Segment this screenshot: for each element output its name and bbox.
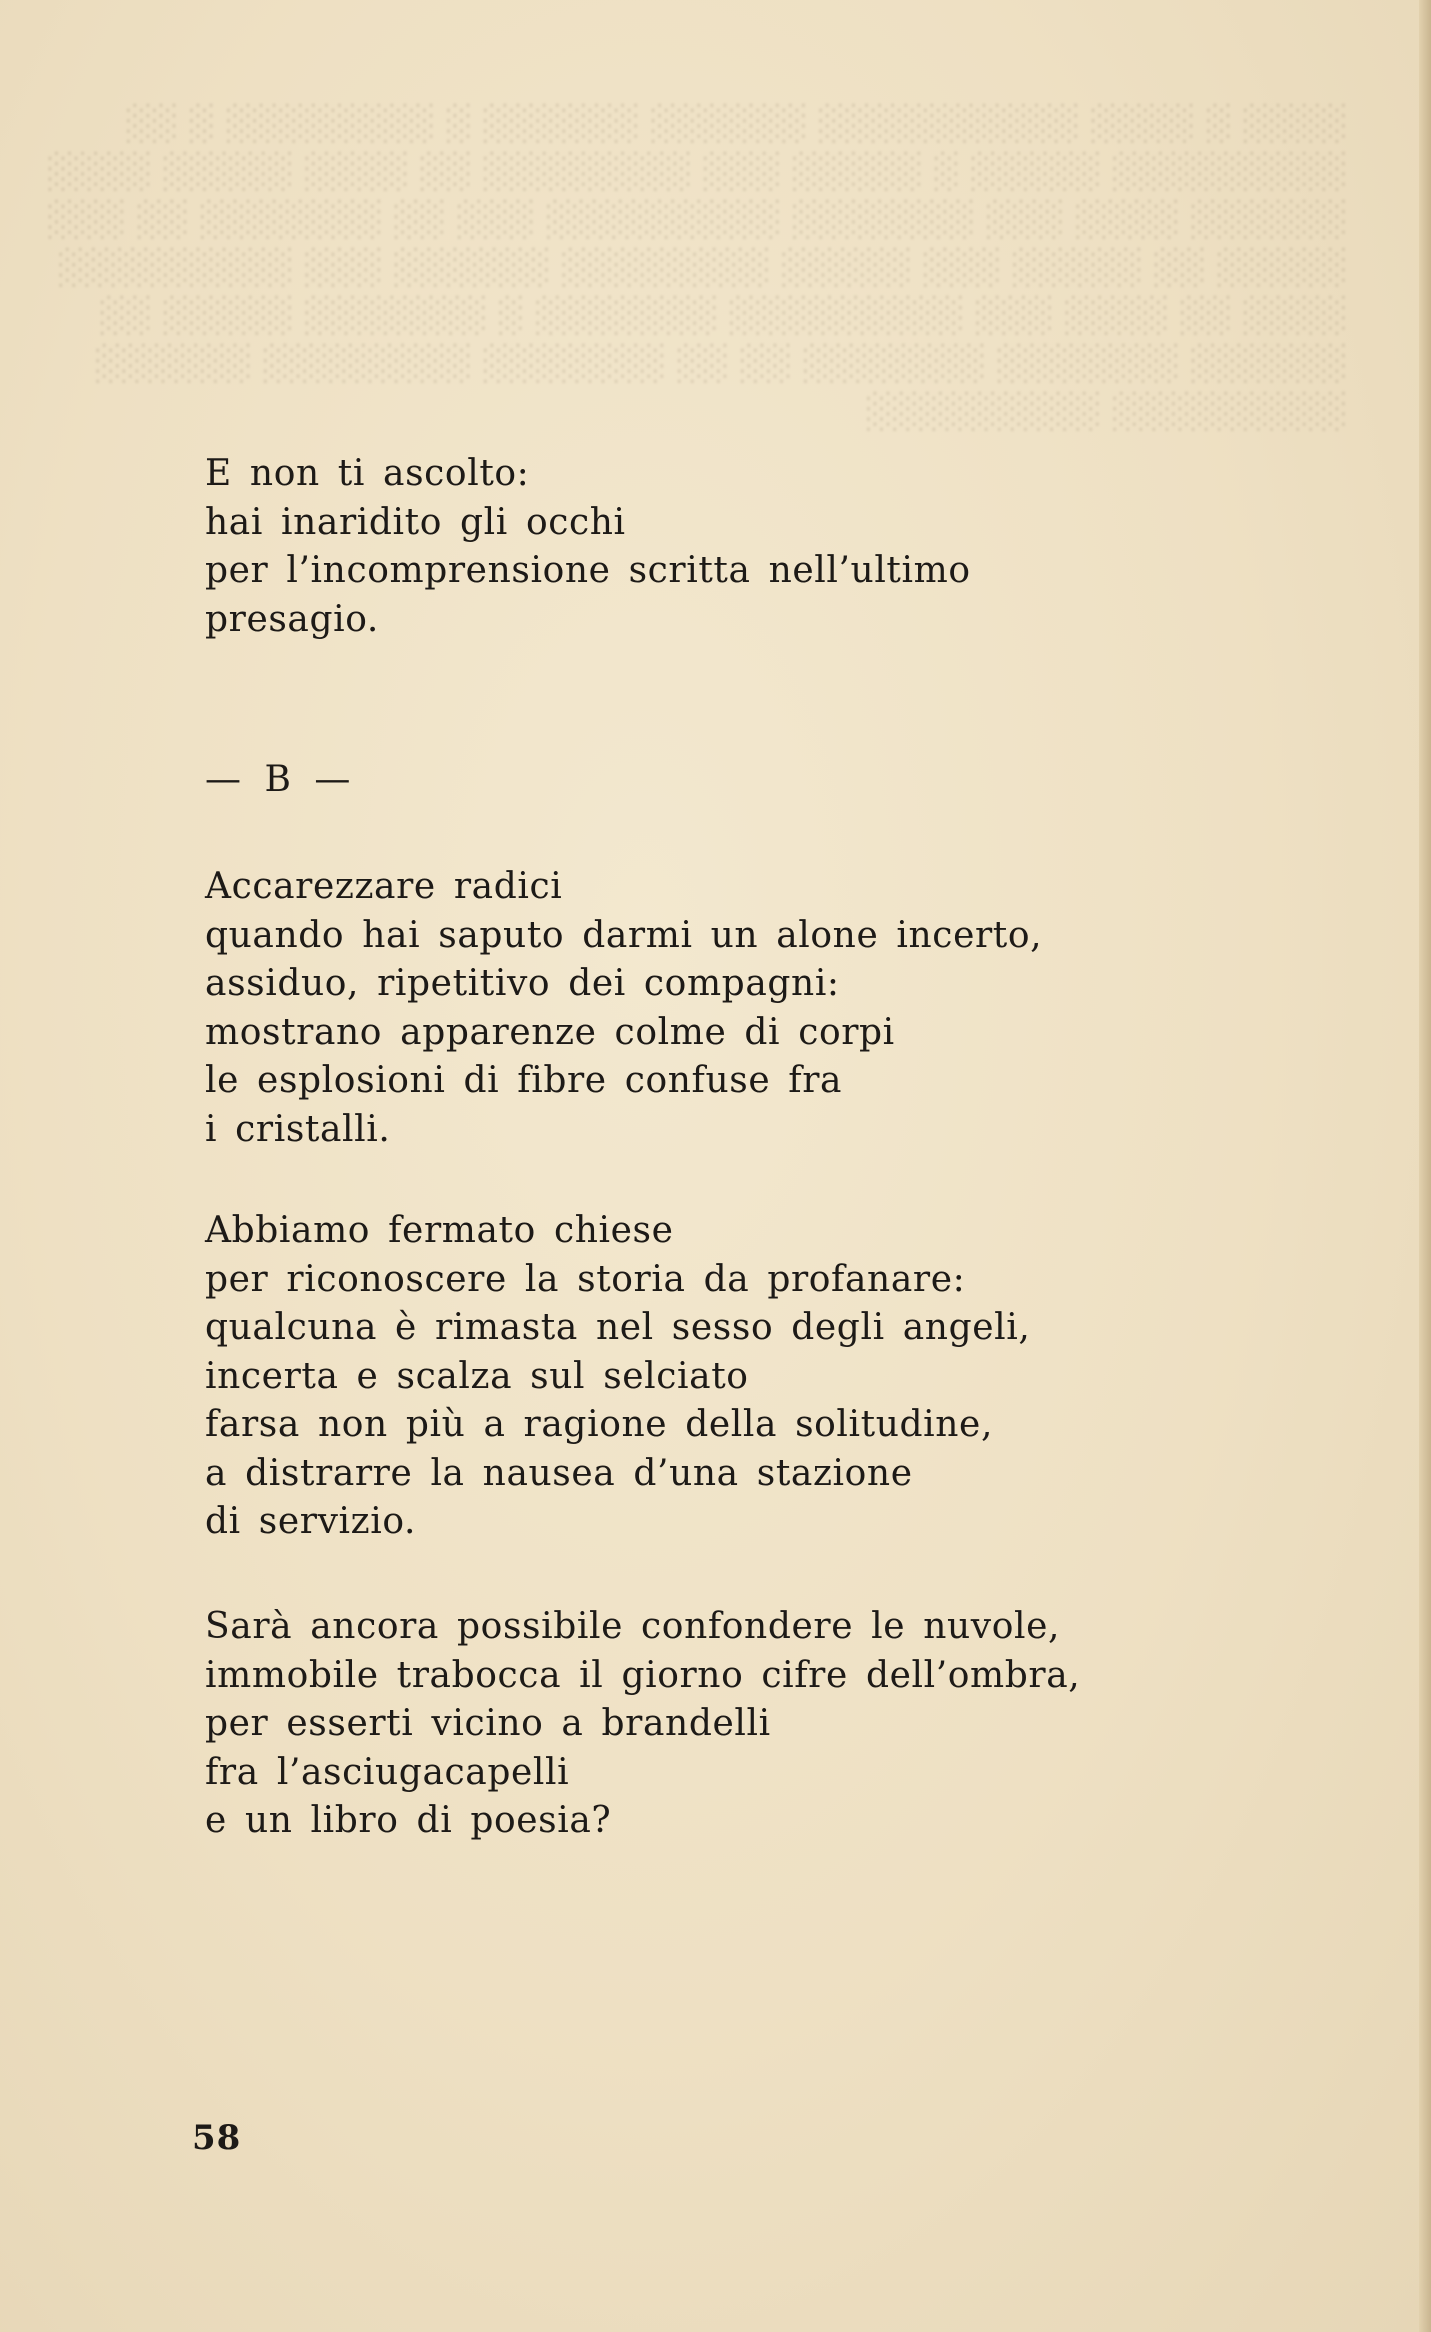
page-number: 58 — [192, 2118, 242, 2158]
poem-line: presagio. — [205, 598, 379, 640]
poem-line: per riconoscere la storia da profanare: — [205, 1258, 966, 1300]
stanza-1 — [205, 450, 971, 644]
poem-line: i cristalli. — [205, 1108, 391, 1150]
poem-line: qualcuna è rimasta nel sesso degli angeli, — [205, 1307, 1031, 1348]
poem-line: Abbiamo fermato chiese — [205, 1210, 674, 1251]
poem-line: fra l’asciugacapelli — [205, 1751, 570, 1793]
poem-line: Sarà ancora possibile confondere le nuvole, — [205, 1606, 1061, 1647]
poem-line: e un libro di poesia? — [205, 1800, 612, 1841]
stanza-4 — [205, 1603, 1080, 1846]
poem-line: le esplosioni di fibre confuse fra — [205, 1060, 843, 1101]
poem-line: assiduo, ripetitivo dei compagni: — [205, 963, 840, 1004]
poem-line: per l’incomprensione scritta nell’ultimo — [205, 550, 971, 591]
poem-line: incerta e scalza sul selciato — [205, 1355, 749, 1397]
bleed-through-texture: ░░░░ ░ ░░░░ ░░░░░░░░░░ ░░░░░░ ░░░░░░ ░ ░░░░░░░░ ░ ░░ ░░░░░░░░░ ░░░░░ ░ ░░░░░ ░░░ ░░░░░░░░ ░░ ░░░░ ░░░░░ ░░░░ ░░░░░░ ░░░░ ░░░ ░░░░░░░ ░░░░░░░░░ ░░░ ░░ ░░░░░░░ ░░ ░░░ ░░░░░ ░░ ░░░░░ ░░░ ░░░░░ ░░░░░░░░ ░░░░░░ ░░░ ░░░░░░░░░ ░░░░ ░░ ░░░░ ░░░ ░░░░░░░░░ ░░░░░░░ ░ ░░░░░░░ ░░░░░ ░░ ░░░░░░ ░░░░░░░ ░░░░░░░ ░░ ░░ ░░░░░░░ ░░░░░░░░ ░░░░░░ ░░░░░░░░░ ░░░░░░░░░ — [44, 104, 1345, 432]
stanza-2 — [205, 863, 1042, 1154]
poem-line: E non ti ascolto: — [205, 453, 530, 494]
page-edge — [1419, 0, 1431, 2332]
poem-line: immobile trabocca il giorno cifre dell’ombra, — [205, 1654, 1081, 1696]
poem-line: hai inaridito gli occhi — [205, 501, 626, 543]
stanza-3 — [205, 1207, 1030, 1547]
poem-line: mostrano apparenze colme di corpi — [205, 1011, 895, 1053]
poem-line: quando hai saputo darmi un alone incerto, — [205, 914, 1043, 956]
section-marker: — B — — [205, 759, 353, 800]
poem-line: a distrarre la nausea d’una stazione — [205, 1452, 913, 1494]
poem-line: Accarezzare radici — [205, 866, 563, 907]
poem-line: farsa non più a ragione della solitudine, — [205, 1404, 993, 1445]
poem-line: per esserti vicino a brandelli — [205, 1703, 771, 1744]
poem-line: di servizio. — [205, 1501, 417, 1542]
